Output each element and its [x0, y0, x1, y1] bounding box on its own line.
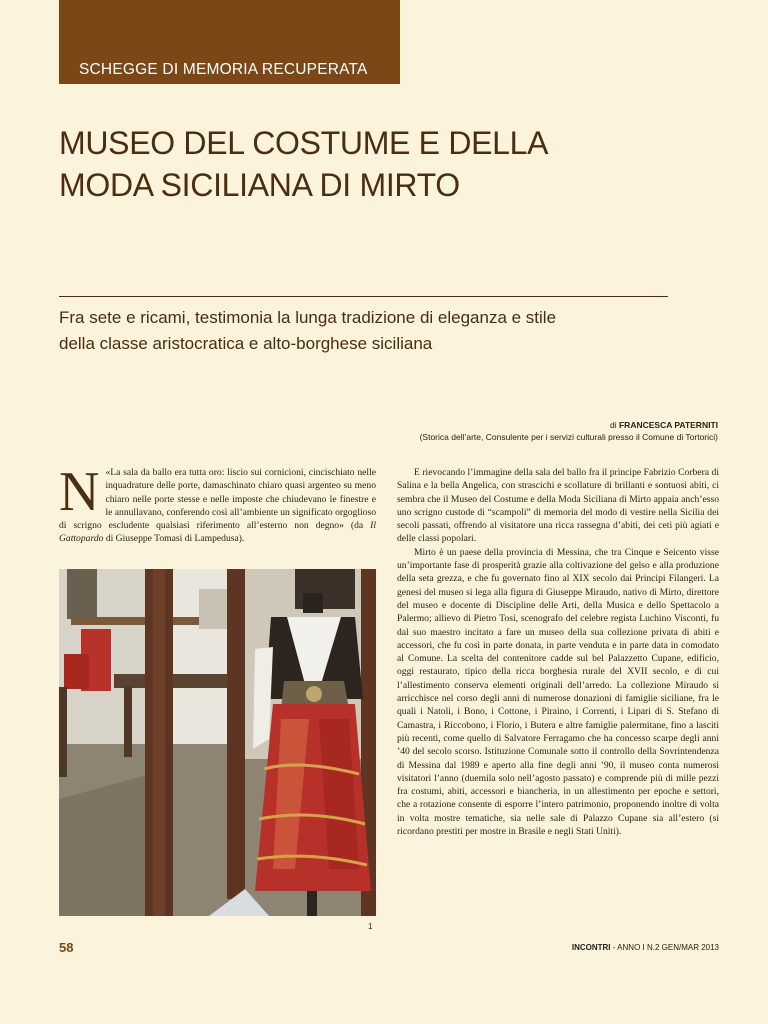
article-title: [59, 122, 699, 206]
running-footer: [572, 943, 719, 952]
page-number: 58: [59, 940, 74, 955]
left-column: [59, 461, 376, 546]
article-title-line-1: MUSEO DEL COSTUME E DELLA: [59, 125, 549, 161]
article-title-line-2: MODA SICILIANA DI MIRTO: [59, 167, 460, 203]
right-column: [397, 466, 719, 838]
quote-source: di Giuseppe Tomasi di Lampedusa).: [103, 533, 245, 545]
paragraph-1: E rievocando l’immagine della sala del ballo fra il principe Fabrizio Corbera di Salina e la bella Angelica, con strascichi e scollature di brillanti e sontuosi abiti, ci sembra che il Museo del Costume e della Moda Siciliana di Mirto appaia anch’esso uno scrigno custode di “scampoli” di memoria del modo di vestire nella Sicilia dei secoli passati, offrendo al visitatore una ricca rassegna d’abiti, dei ceti più agiati e delle classi popolari.: [397, 467, 719, 545]
paragraph-2: Mirto è un paese della provincia di Messina, che tra Cinque e Seicento visse un’importante fase di prosperità grazie alla coltivazione del gelso e alla produzione della seta grezza, e che fu governato fino al XIX secolo dai Principi Filangeri. La genesi del museo si lega alla figura di Giuseppe Miraudo, nativo di Mirto, direttore del museo e docente di Discipline delle Arti, della Musica e dello Spettacolo a Palermo; allievo di Pietro Tosi, scenografo del celebre regista Luchino Visconti, fu dal suo maestro incitato a fare un museo della sua collezione privata di abiti e accessori, che fu così in parte donata, in parte venduta e in parte data in comodato al Comune. La scelta del contenitore cadde sul bel Palazzetto Cupane, edificio, oggi restaurato, tipico della ricca borghesia rurale del XVII secolo, e di cui l’allestimento conserva elementi originali dell’arredo. La collezione Miraudo si arricchisce nel corso degli anni di numerose donazioni di famiglie siciliane, fra le quali i Natoli, i Bono, i Cottone, i Piraino, i Correnti, i Lipari di S. Stefano di Camastra, i Riccobono, i Florio, i Butera e altre famiglie palermitane, fino a lasciti più recenti, come quello di Salvatore Ferragamo che ha concesso scarpe degli anni ’40 del secolo scorso. Istituzione Comunale sotto il controllo della Sovrintendenza di Messina dal 1989 e aperto alla fine degli anni ’90, il museo conta numerosi visitatori l’anno (duemila solo nell’agosto passato) e comprende più di mille pezzi fra costumi, abiti, accessori e biancheria, in un allestimento per epoche e settori, che a rotazione consente di esporre l’intero patrimonio, proponendo inoltre di volta in volta mostre tematiche, sia nelle sale di Palazzo Cupane sia all’estero (si ricordano prestiti per mostre in Brasile e negli Stati Uniti).: [397, 546, 719, 838]
title-divider: [59, 296, 668, 297]
subtitle-line-1: Fra sete e ricami, testimonia la lunga tradizione di eleganza e stile: [59, 308, 557, 327]
museum-room-image: [59, 569, 376, 916]
section-label: SCHEGGE DI MEMORIA RECUPERATA: [79, 61, 368, 78]
drop-cap: N: [59, 461, 100, 523]
article-subtitle: [59, 305, 699, 357]
magazine-name: INCONTRI: [571, 943, 611, 952]
byline: [420, 419, 718, 443]
section-banner: [59, 0, 400, 84]
quote-paragraph: [59, 461, 376, 546]
author-role: (Storica dell’arte, Consulente per i servizi culturali presso il Comune di Tortorici): [419, 432, 718, 442]
byline-prefix: di: [610, 420, 619, 430]
quote-text: «La sala da ballo era tutta oro: liscio sui cornicioni, cincischiato nelle inquadrature delle porte, damaschinato chiaro quasi argenteo su meno chiaro nelle porte stesse e nelle imposte che chiudevano le finestre e le annullavano, conferendo così all’ambiente un significato orgoglioso di scrigno escludente qualsiasi riferimento all’esterno non degno» (da: [59, 467, 376, 532]
subtitle-line-2: della classe aristocratica e alto-borghese siciliana: [59, 334, 433, 353]
costume-photo: [59, 569, 376, 916]
issue-info: - ANNO I N.2 GEN/MAR 2013: [610, 943, 719, 952]
author-name: FRANCESCA PATERNITI: [618, 420, 718, 430]
photo-caption-number: 1: [368, 922, 373, 931]
book-title: Il Gattopardo: [59, 520, 376, 545]
